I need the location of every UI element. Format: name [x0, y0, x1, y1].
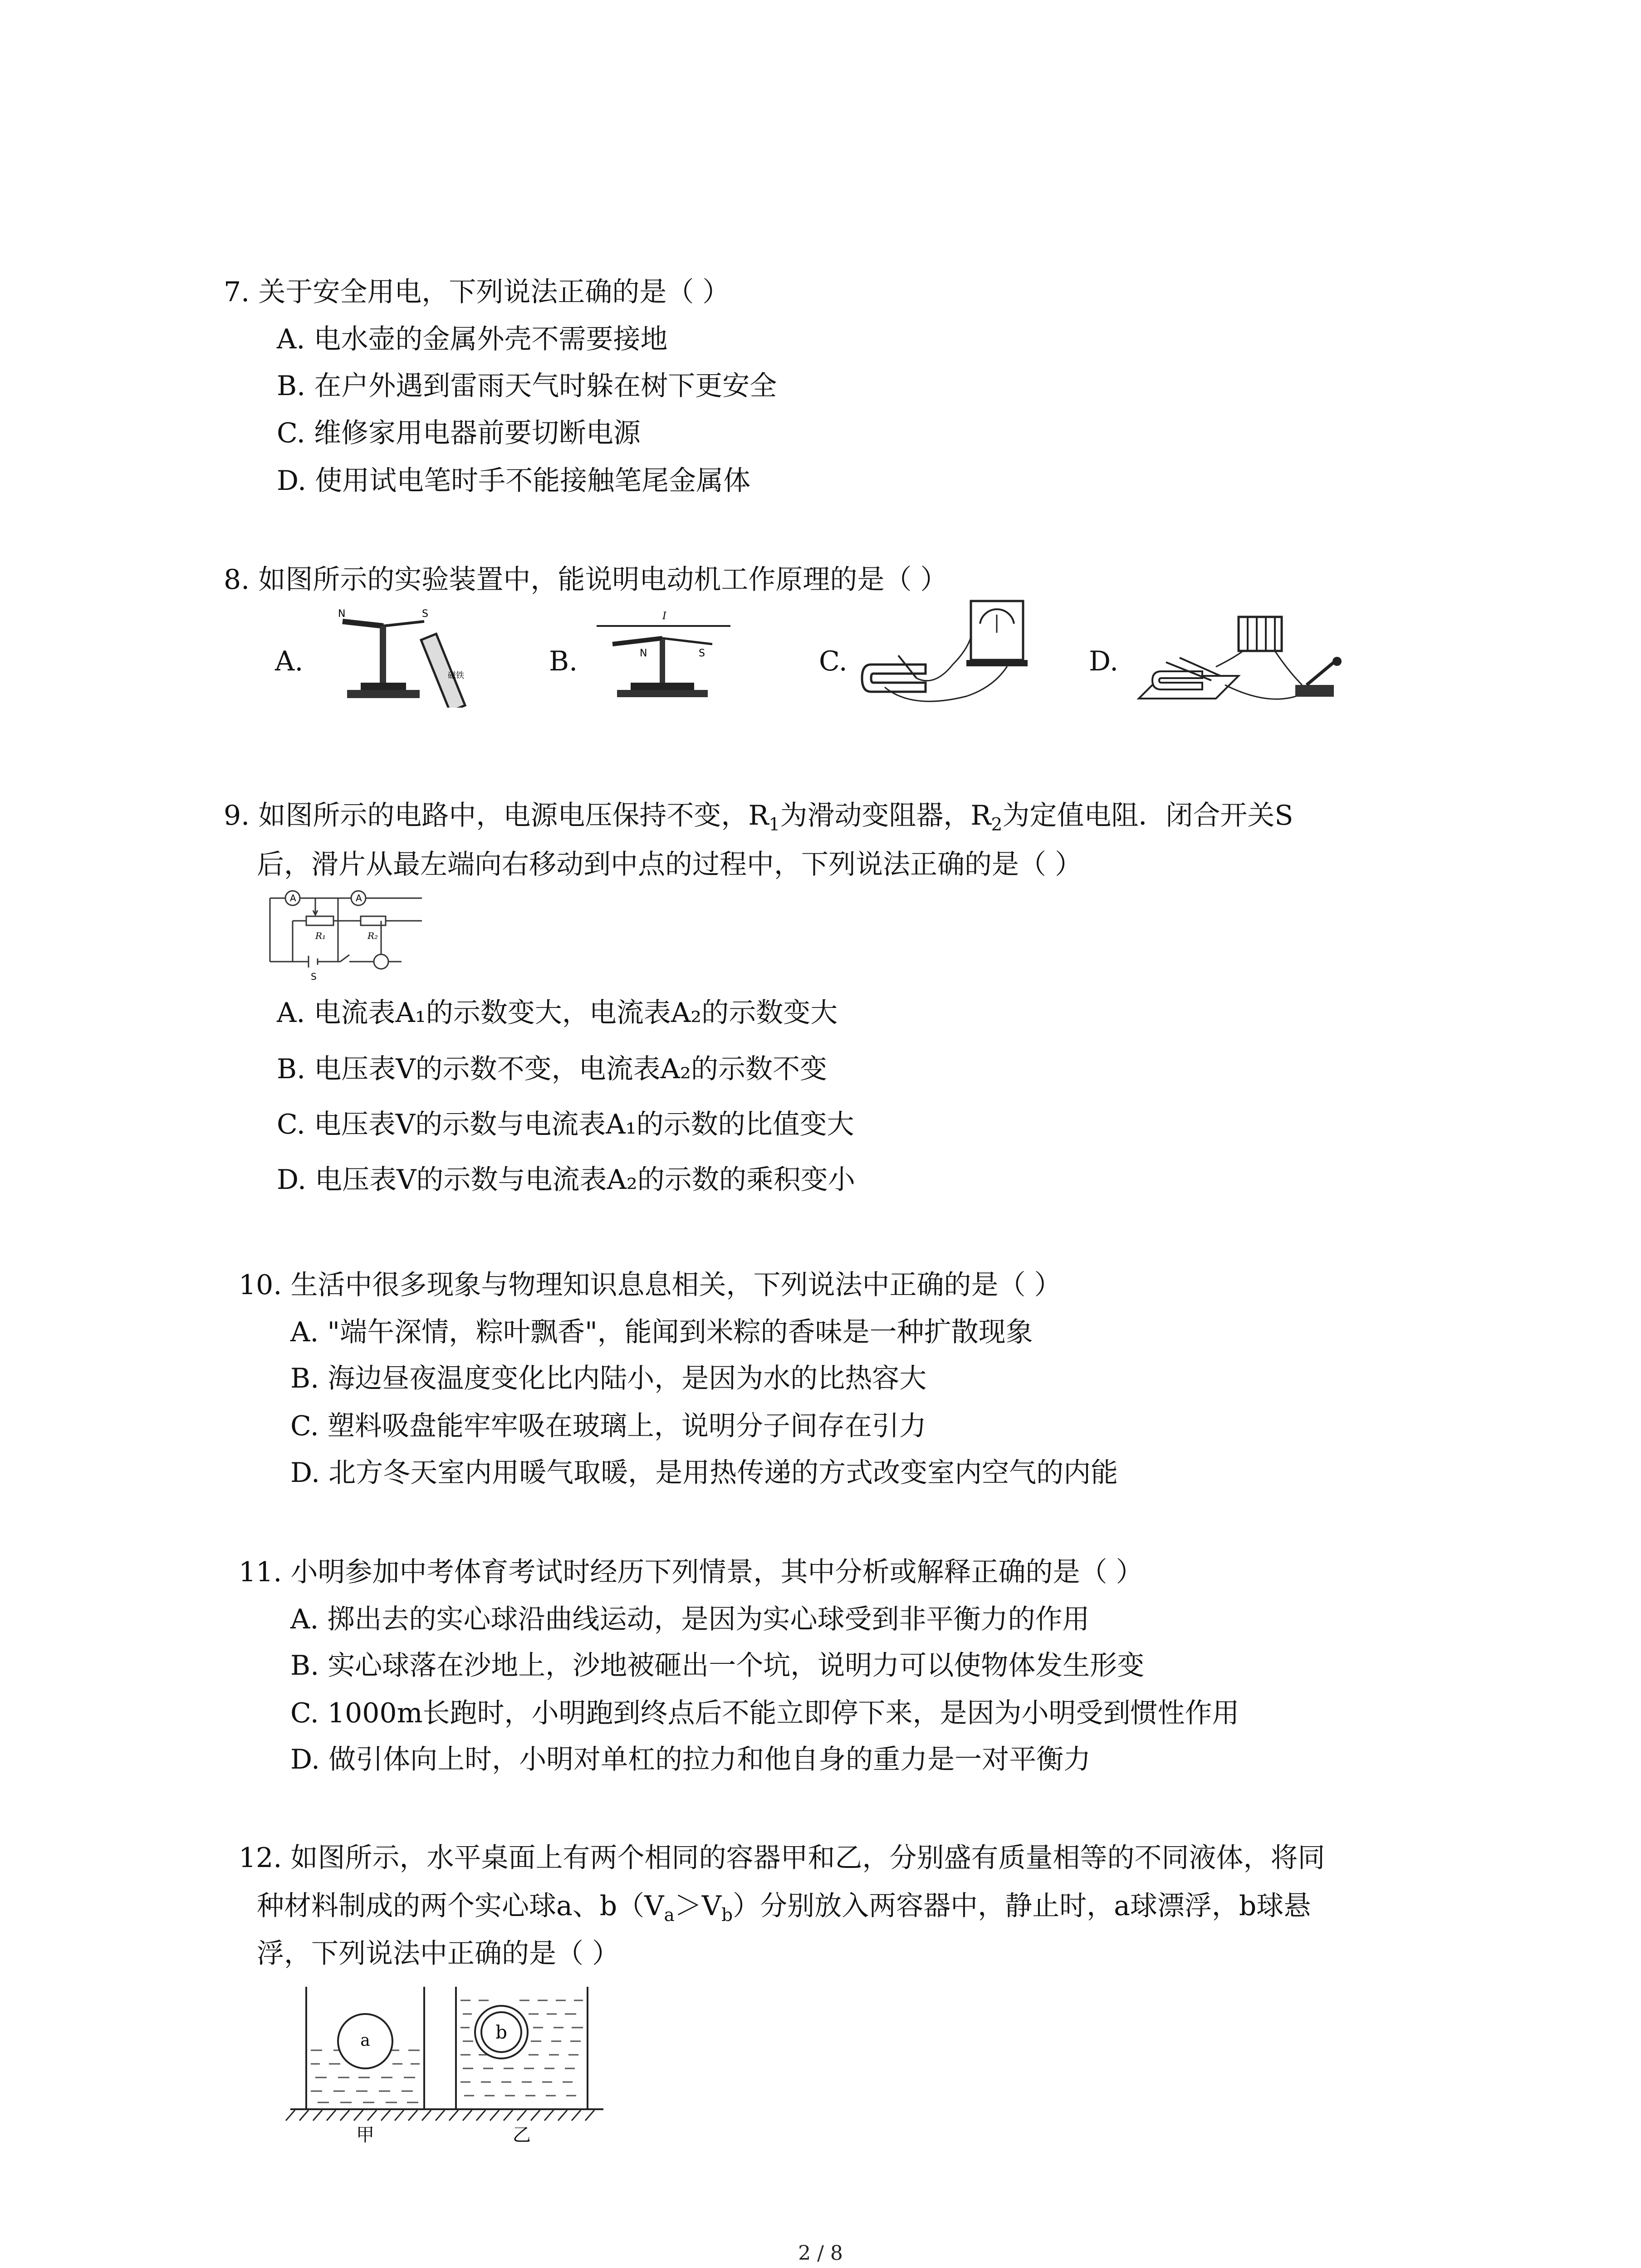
label-s: S — [699, 648, 705, 659]
figure-8a-compass-magnet — [333, 606, 483, 708]
stem-text: 为定值电阻．闭合开关S — [1002, 800, 1293, 831]
figure-8c-induction-galvanometer — [857, 596, 1039, 712]
ammeter-a2-label: A — [356, 893, 362, 904]
switch-s-label: S — [311, 971, 317, 982]
question-stem-line-1 — [224, 802, 1293, 834]
stem-subscript: a — [664, 1905, 675, 1926]
option-b: B. 实心球落在沙地上，沙地被砸出一个坑，说明力可以使物体发生形变 — [290, 1650, 1145, 1681]
figure-12-containers — [284, 1982, 610, 2159]
stem-text: 为滑动变阻器，R — [780, 800, 991, 831]
container-jia-label: 甲 — [356, 2125, 374, 2146]
option-c: C. — [819, 645, 847, 677]
ammeter-a1-label: A — [290, 893, 296, 904]
option-c: C. 1000m长跑时，小明跑到终点后不能立即停下来，是因为小明受到惯性作用 — [290, 1697, 1239, 1729]
option-c: C. 塑料吸盘能牢牢吸在玻璃上，说明分子间存在引力 — [290, 1410, 926, 1442]
figure-9-circuit — [265, 882, 429, 984]
option-a: A. "端午深情，粽叶飘香"，能闻到米粽的香味是一种扩散现象 — [290, 1316, 1033, 1348]
question-stem: 10. 生活中很多现象与物理知识息息相关，下列说法中正确的是（ ） — [239, 1269, 1062, 1301]
option-b: B. 海边昼夜温度变化比内陆小，是因为水的比热容大 — [290, 1363, 927, 1394]
question-stem: 7. 关于安全用电，下列说法正确的是（ ） — [224, 276, 730, 308]
r1-label: R₁ — [315, 930, 326, 941]
option-a: A. 掷出去的实心球沿曲线运动，是因为实心球受到非平衡力的作用 — [290, 1603, 1090, 1635]
question-stem-line-2 — [257, 1892, 1311, 1924]
stem-text: 种材料制成的两个实心球a、b（V — [257, 1890, 664, 1922]
container-yi-label: 乙 — [513, 2125, 531, 2146]
option-d: D. 做引体向上时，小明对单杠的拉力和他自身的重力是一对平衡力 — [290, 1744, 1091, 1775]
option-d: D. 北方冬天室内用暖气取暖，是用热传递的方式改变室内空气的内能 — [290, 1457, 1118, 1489]
label-magnet: 磁铁 — [448, 671, 464, 680]
option-c: C. 维修家用电器前要切断电源 — [277, 417, 641, 449]
question-stem-line-3: 浮，下列说法中正确的是（ ） — [257, 1938, 620, 1970]
question-stem-line-1: 12. 如图所示，水平桌面上有两个相同的容器甲和乙，分别盛有质量相等的不同液体，将同 — [239, 1842, 1325, 1874]
stem-subscript: 2 — [991, 815, 1003, 835]
figure-8d-motor-circuit — [1134, 608, 1347, 712]
stem-text: ）分别放入两容器中，静止时，a球漂浮，b球悬 — [733, 1890, 1311, 1922]
r2-label: R₂ — [367, 930, 378, 941]
label-i: I — [662, 611, 666, 622]
option-b: B. 电压表V的示数不变，电流表A₂的示数不变 — [277, 1053, 827, 1085]
stem-text: ＞V — [674, 1890, 722, 1922]
stem-subscript: b — [721, 1905, 733, 1926]
stem-text: 9. 如图所示的电路中，电源电压保持不变，R — [224, 800, 769, 831]
question-stem-line-2: 后，滑片从最左端向右移动到中点的过程中，下列说法正确的是（ ） — [257, 849, 1083, 880]
question-stem: 8. 如图所示的实验装置中，能说明电动机工作原理的是（ ） — [224, 564, 948, 596]
label-n: N — [338, 608, 346, 620]
label-n: N — [640, 648, 647, 659]
option-a: A. 电流表A₁的示数变大，电流表A₂的示数变大 — [277, 997, 838, 1029]
ball-b-label: b — [495, 2022, 507, 2043]
option-c: C. 电压表V的示数与电流表A₁的示数的比值变大 — [277, 1109, 854, 1140]
option-d: D. — [1089, 645, 1119, 677]
stem-subscript: 1 — [769, 815, 780, 835]
option-d: D. 电压表V的示数与电流表A₂的示数的乘积变小 — [277, 1164, 855, 1196]
option-b: B. — [549, 645, 578, 677]
option-b: B. 在户外遇到雷雨天气时躲在树下更安全 — [277, 370, 777, 402]
option-a: A. — [275, 645, 304, 677]
option-d: D. 使用试电笔时手不能接触笔尾金属体 — [277, 465, 751, 497]
option-a: A. 电水壶的金属外壳不需要接地 — [277, 323, 668, 355]
question-stem: 11. 小明参加中考体育考试时经历下列情景，其中分析或解释正确的是（ ） — [239, 1556, 1143, 1588]
page-number: 2 / 8 — [798, 2242, 843, 2265]
figure-8b-oersted — [594, 606, 740, 708]
label-s: S — [422, 608, 428, 620]
ball-a-label: a — [360, 2031, 370, 2050]
